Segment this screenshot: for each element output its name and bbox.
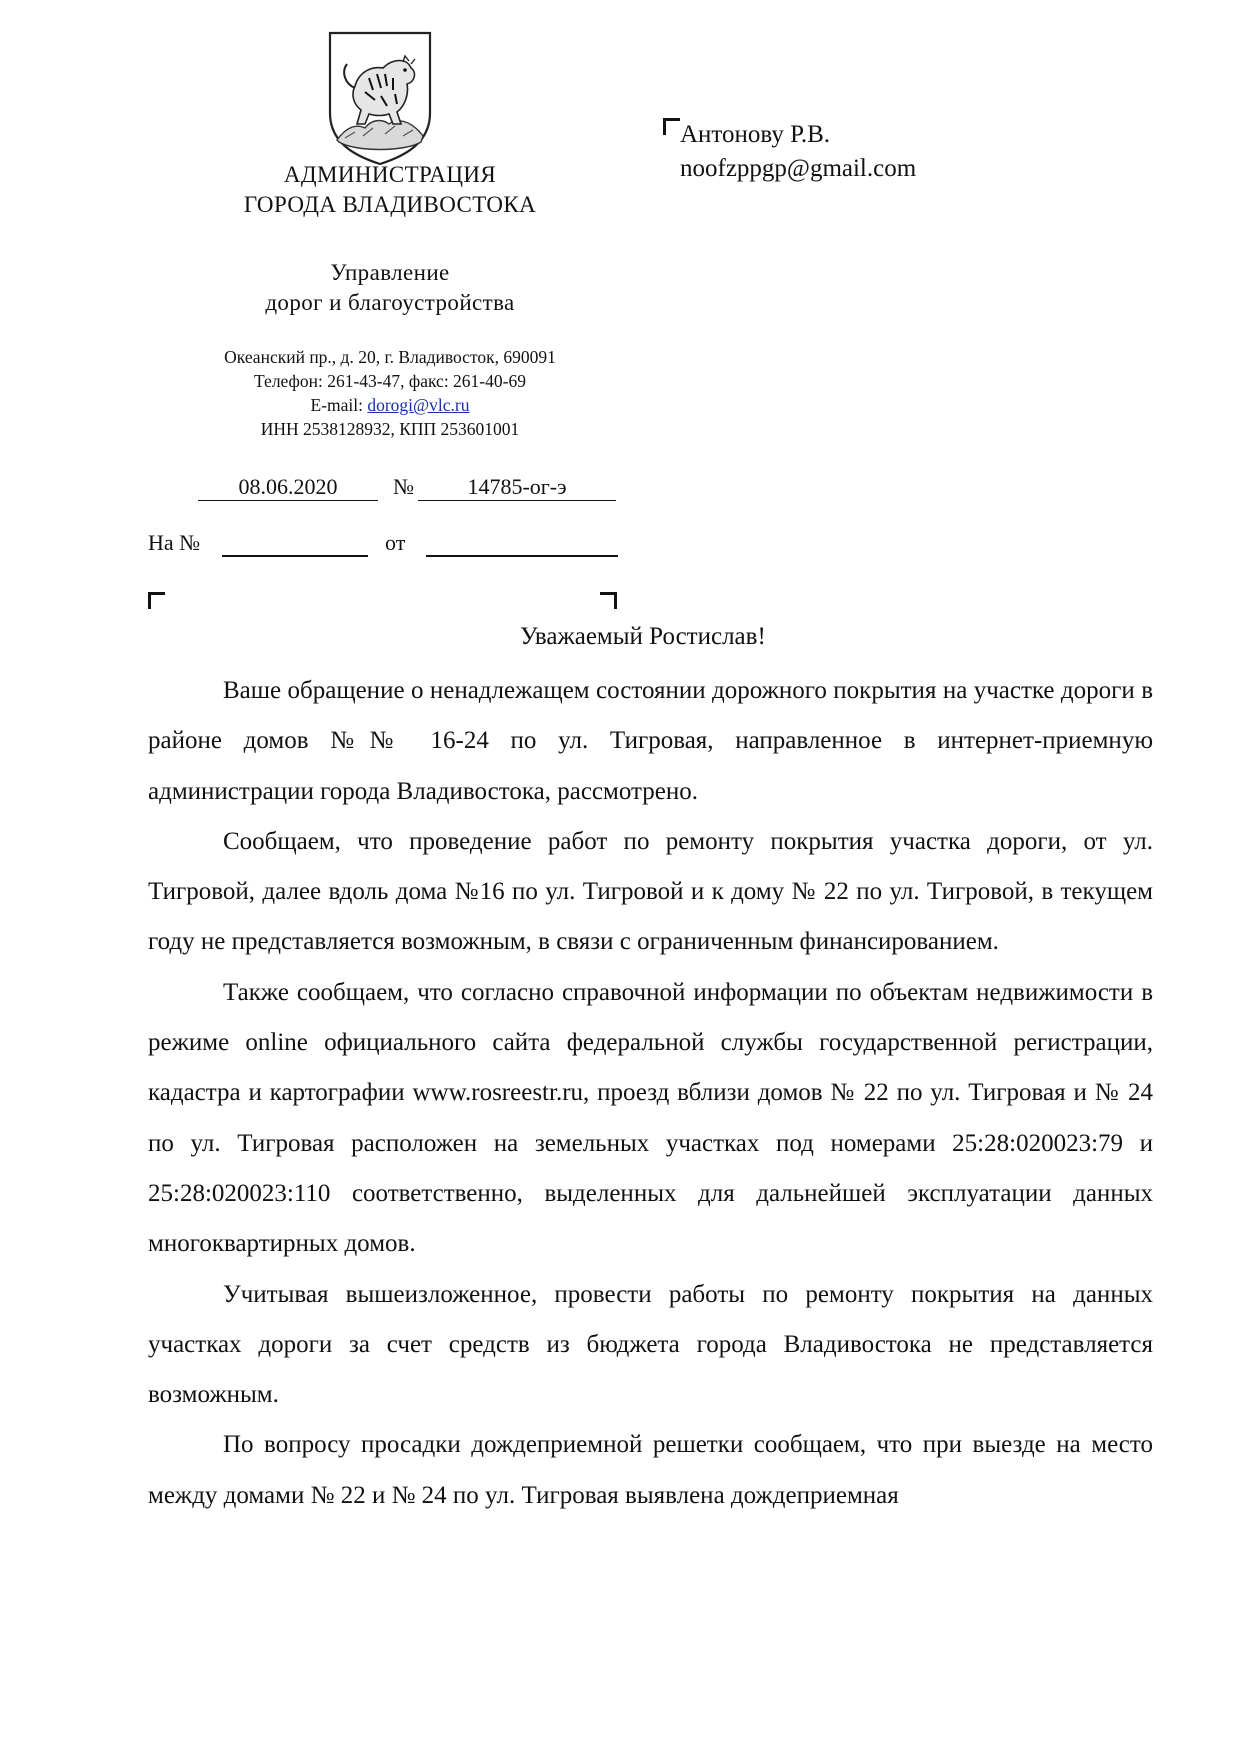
coat-of-arms-icon bbox=[325, 28, 435, 168]
dept-line-1: Управление bbox=[330, 260, 450, 285]
letter-date: 08.06.2020 bbox=[198, 474, 378, 501]
department-name bbox=[140, 258, 640, 318]
subject-corner-right-mark bbox=[600, 592, 617, 609]
paragraph: Также сообщаем, что согласно справочной информации по объектам недвижимости в режиме online официального сайта федеральной службы государственной регистрации, кадастра и картографии www.rosreestr.ru, проезд вблизи домов № 22 по ул. Тигровая и № 24 по ул. Тигровая расположен на земельных участках под номерами 25:28:020023:79 и 25:28:020023:110 соответственно, выделенных для дальнейшей эксплуатации данных многоквартирных домов. bbox=[148, 978, 1153, 1258]
addressee-corner-mark bbox=[663, 118, 680, 135]
from-label: от bbox=[385, 530, 406, 555]
org-email-row bbox=[140, 393, 640, 417]
paragraph: Сообщаем, что проведение работ по ремонту покрытия участка дороги, от ул. Тигровой, далее вдоль дома №16 по ул. Тигровой и к дому № 22 по ул. Тигровой, в текущем году не представляется возможным, в связи с ограниченным финансированием. bbox=[148, 827, 1153, 956]
org-address: Океанский пр., д. 20, г. Владивосток, 690091 bbox=[224, 347, 556, 367]
number-label: № bbox=[393, 474, 414, 499]
paragraph: Ваше обращение о ненадлежащем состоянии дорожного покрытия на участке дороги в районе домов №№ 16-24 по ул. Тигровая, направленное в интернет-приемную администрации города Владивостока, рассмотрено. bbox=[148, 677, 1153, 805]
org-email-link[interactable]: dorogi@vlc.ru bbox=[367, 395, 470, 415]
in-reply-date-blank bbox=[426, 555, 618, 557]
org-line-1: АДМИНИСТРАЦИЯ bbox=[283, 162, 497, 187]
letter-number: 14785-ог-э bbox=[418, 474, 616, 501]
paragraph: Учитывая вышеизложенное, провести работы по ремонту покрытия на данных участках дороги за счет средств из бюджета города Владивостока не представляется возможным. bbox=[148, 1280, 1153, 1409]
subject-corner-left-mark bbox=[148, 592, 165, 609]
org-inn-kpp: ИНН 2538128932, КПП 253601001 bbox=[260, 419, 520, 439]
dept-line-2: дорог и благоустройства bbox=[265, 290, 515, 315]
addressee-name: Антонову Р.В. bbox=[680, 121, 831, 148]
organization-name bbox=[140, 160, 640, 220]
org-line-2: ГОРОДА ВЛАДИВОСТОКА bbox=[243, 192, 537, 217]
email-label: E-mail: bbox=[310, 395, 368, 415]
addressee-block bbox=[680, 118, 916, 186]
letter-body bbox=[148, 666, 1153, 1521]
contact-block bbox=[140, 345, 640, 441]
addressee-email: noofzppgp@gmail.com bbox=[680, 155, 917, 182]
org-phone: Телефон: 261-43-47, факс: 261-40-69 bbox=[254, 371, 526, 391]
salutation: Уважаемый Ростислав! bbox=[520, 623, 766, 650]
in-reply-label: На № bbox=[148, 530, 201, 555]
in-reply-number-blank bbox=[222, 555, 368, 557]
paragraph: По вопросу просадки дождеприемной решетки сообщаем, что при выезде на место между домами № 22 и № 24 по ул. Тигровая выявлена дождеприемная bbox=[148, 1431, 1153, 1509]
